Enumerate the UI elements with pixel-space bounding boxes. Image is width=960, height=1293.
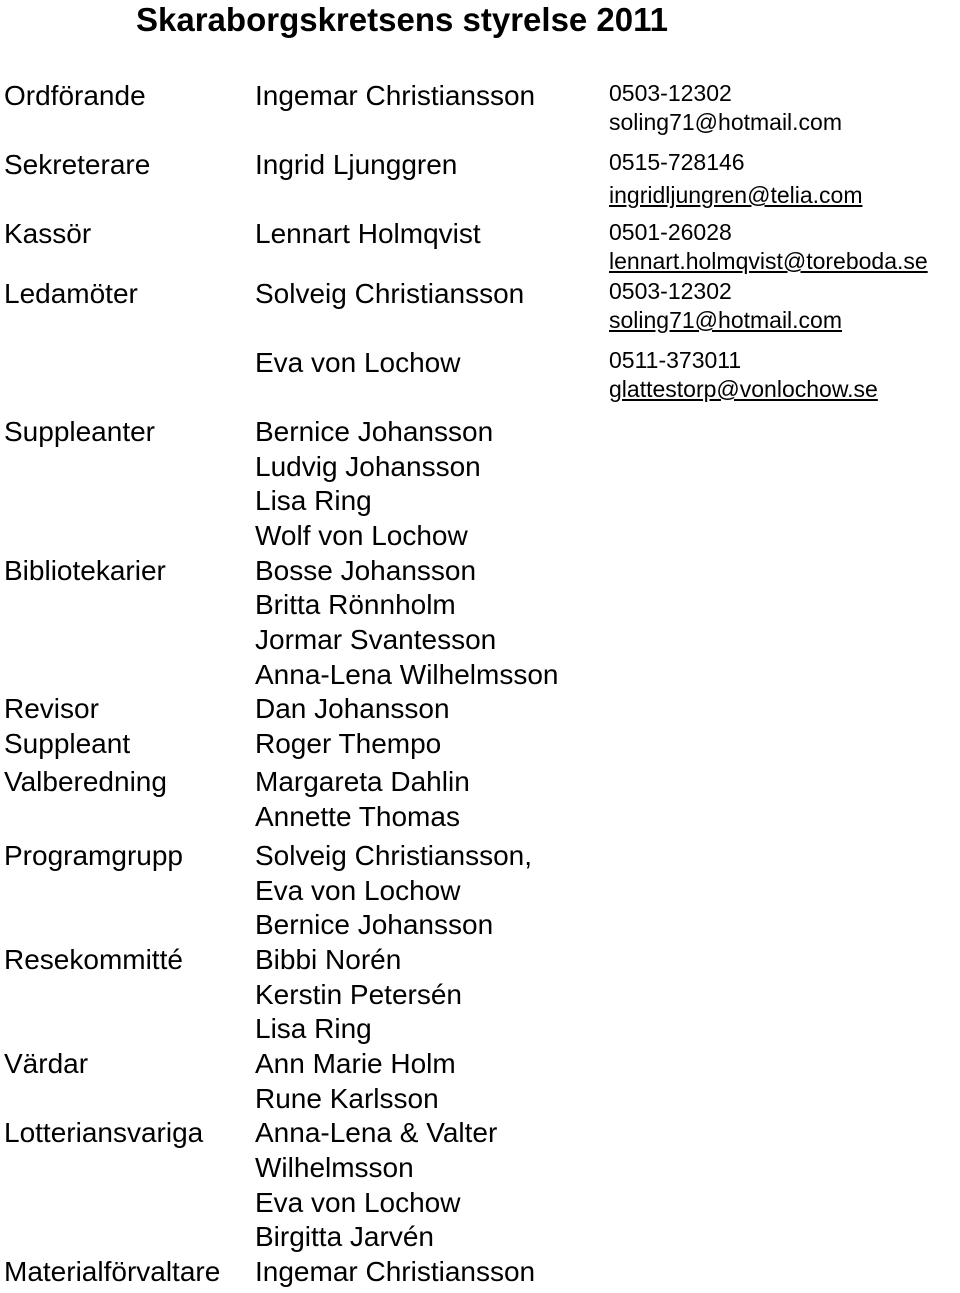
member-name: Annette Thomas [255,801,460,832]
member-name: Jormar Svantesson [255,624,497,655]
page-title: Skaraborgskretsens styrelse 2011 [136,1,669,38]
role-label: Lotteriansvariga [4,1117,204,1148]
email-address[interactable]: soling71@hotmail.com [609,307,843,333]
member-name: Solveig Christiansson [255,278,525,309]
member-name: Margareta Dahlin [255,766,470,797]
member-name: Lisa Ring [255,1013,372,1044]
email-address[interactable]: lennart.holmqvist@toreboda.se [609,248,928,274]
role-label: Suppleanter [4,416,156,447]
member-name: Dan Johansson [255,693,450,724]
member-name: Solveig Christiansson, [255,840,533,871]
role-label: Suppleant [4,728,131,759]
member-name: Bernice Johansson [255,416,494,447]
member-name: Eva von Lochow [255,347,461,378]
member-name: Ludvig Johansson [255,451,481,482]
role-label: Sekreterare [4,149,151,180]
phone-number: 0503-12302 [609,80,732,106]
role-label: Värdar [4,1048,89,1079]
member-name: Ann Marie Holm [255,1048,456,1079]
phone-number: 0501-26028 [609,219,732,245]
phone-number: 0503-12302 [609,278,732,304]
role-label: Materialförvaltare [4,1256,221,1287]
member-name: Kerstin Petersén [255,979,462,1010]
member-name: Wolf von Lochow [255,520,468,551]
role-label: Programgrupp [4,840,183,871]
phone-number: 0511-373011 [609,347,742,373]
email-address[interactable]: glattestorp@vonlochow.se [609,376,878,402]
role-label: Valberedning [4,766,167,797]
member-name: Lisa Ring [255,485,372,516]
role-label: Revisor [4,693,99,724]
member-name: Rune Karlsson [255,1083,439,1114]
role-label: Kassör [4,218,92,249]
member-name: Eva von Lochow [255,875,461,906]
member-name: Bibbi Norén [255,944,402,975]
member-name: Birgitta Jarvén [255,1221,434,1252]
member-name: Britta Rönnholm [255,589,456,620]
member-name: Anna-Lena & Valter [255,1117,498,1148]
role-label: Ledamöter [4,278,138,309]
email-address: soling71@hotmail.com [609,109,843,135]
member-name: Bernice Johansson [255,909,494,940]
member-name: Ingemar Christiansson [255,80,536,111]
phone-number: 0515-728146 [609,149,745,175]
member-name: Ingrid Ljunggren [255,149,458,180]
role-label: Ordförande [4,80,146,111]
member-name: Roger Thempo [255,728,442,759]
role-label: Resekommitté [4,944,183,975]
member-name: Lennart Holmqvist [255,218,481,249]
member-name: Ingemar Christiansson [255,1256,536,1287]
member-name: Bosse Johansson [255,555,477,586]
member-name: Anna-Lena Wilhelmsson [255,659,559,690]
role-label: Bibliotekarier [4,555,166,586]
email-address[interactable]: ingridljungren@telia.com [609,182,863,208]
member-name: Wilhelmsson [255,1152,414,1183]
member-name: Eva von Lochow [255,1187,461,1218]
